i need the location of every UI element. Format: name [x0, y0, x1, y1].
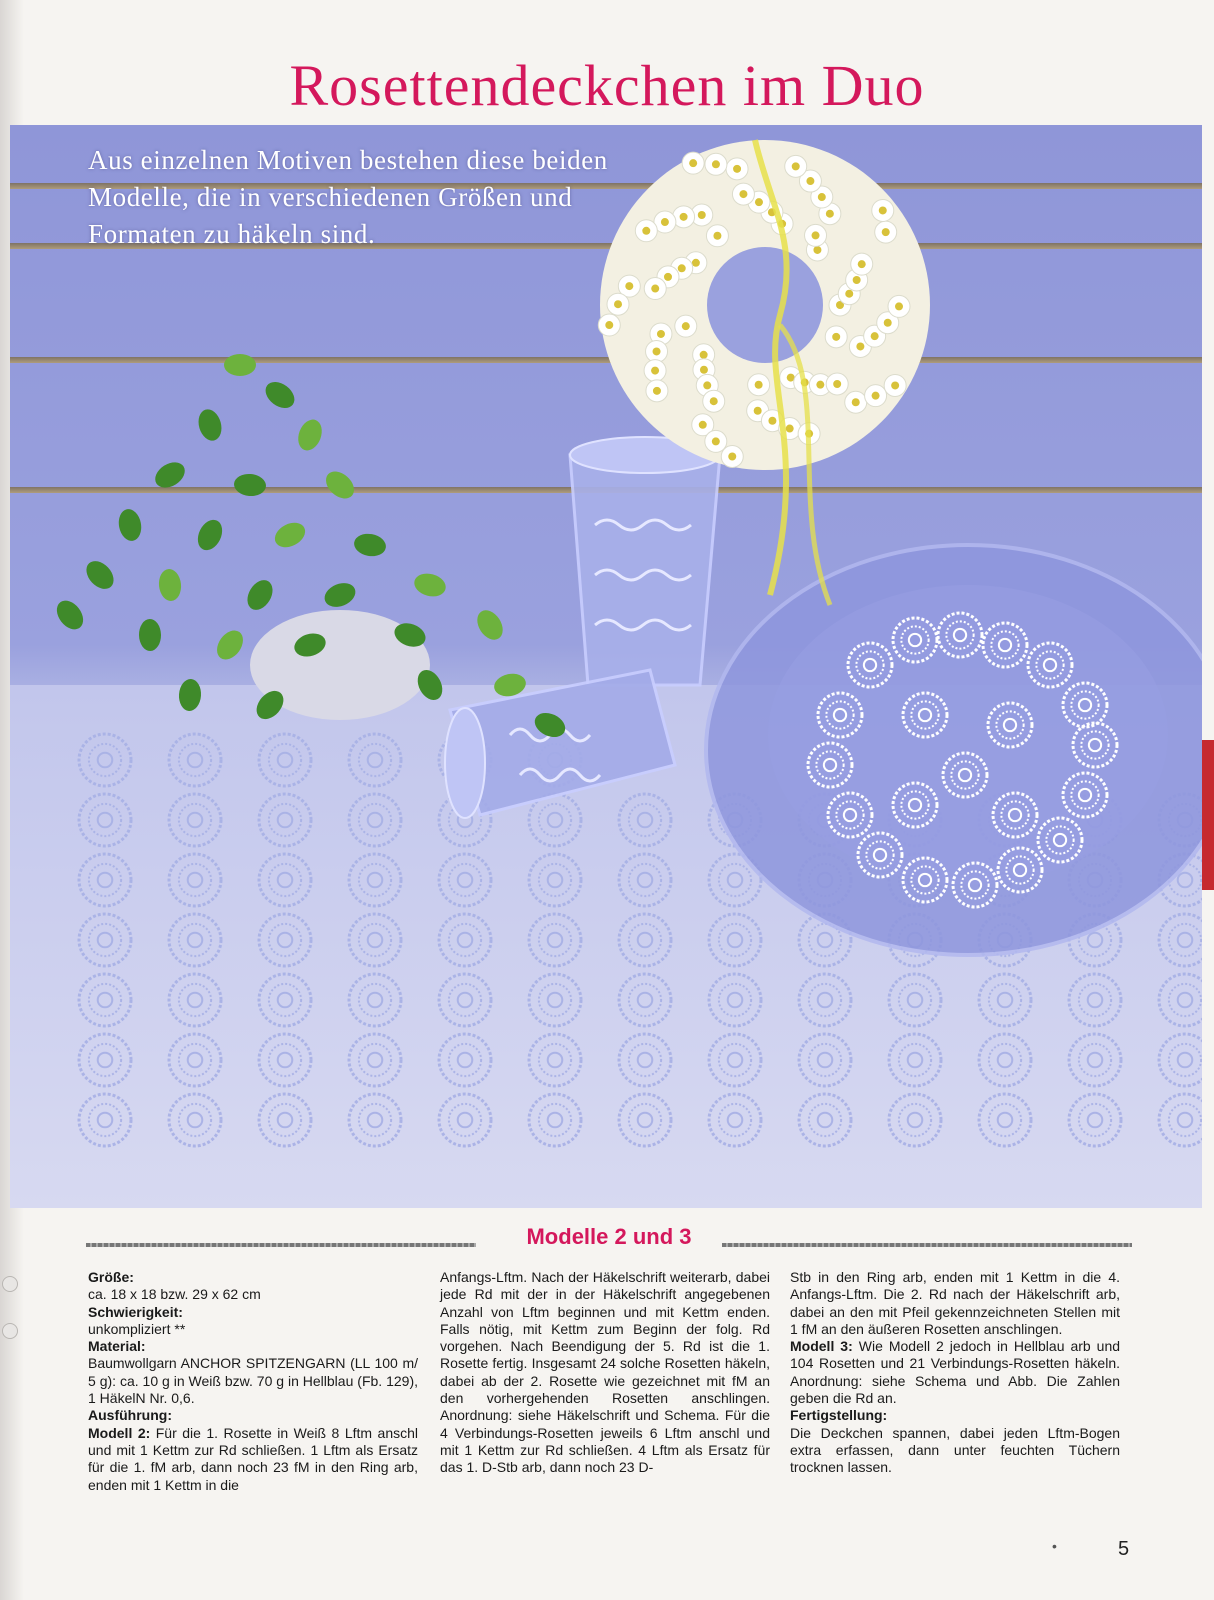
- daisy: [888, 295, 910, 317]
- model3-label: Modell 3:: [790, 1338, 853, 1355]
- blue-rosette: [259, 854, 311, 906]
- blue-rosette: [169, 734, 221, 786]
- daisy: [607, 293, 629, 315]
- daisy: [732, 183, 754, 205]
- size-label: Größe:: [88, 1269, 134, 1285]
- plant-leaf: [472, 606, 508, 645]
- blue-rosette: [529, 1034, 581, 1086]
- blue-rosette: [889, 1034, 941, 1086]
- blue-rosette: [79, 1034, 131, 1086]
- material-label: Material:: [88, 1338, 146, 1355]
- plant-leaf: [321, 466, 360, 504]
- page-title: Rosettendeckchen im Duo: [289, 53, 925, 118]
- blue-rosette: [169, 1034, 221, 1086]
- blue-rosette: [1159, 1094, 1202, 1146]
- daisy: [825, 326, 847, 348]
- blue-rosette: [1159, 914, 1202, 966]
- daisy: [721, 446, 743, 468]
- plant-leaf: [261, 377, 300, 414]
- blue-rosette: [439, 974, 491, 1026]
- daisy: [872, 199, 894, 221]
- finish-label: Fertigstellung:: [790, 1407, 888, 1424]
- plant-leaf: [151, 457, 190, 493]
- blue-rosette: [439, 854, 491, 906]
- execution-label: Ausführung:: [88, 1407, 172, 1424]
- daisy: [785, 155, 807, 177]
- blue-rosette: [79, 974, 131, 1026]
- daisy: [705, 153, 727, 175]
- daisy: [598, 314, 620, 336]
- section-header: [86, 1220, 1132, 1260]
- blue-rosette: [259, 794, 311, 846]
- blue-rosette: [889, 974, 941, 1026]
- blue-rosette: [349, 1094, 401, 1146]
- blue-rosette: [259, 734, 311, 786]
- blue-rosette: [349, 734, 401, 786]
- blue-rosette: [79, 914, 131, 966]
- blue-rosette: [709, 914, 761, 966]
- plant-leaf: [157, 568, 182, 602]
- daisy: [682, 152, 704, 174]
- blue-rosette: [979, 974, 1031, 1026]
- daisy: [635, 220, 657, 242]
- plant-leaf: [224, 354, 256, 376]
- column-1: [88, 1269, 418, 1494]
- daisy: [865, 385, 887, 407]
- material-text: Baumwollgarn ANCHOR SPITZENGARN (LL 100 m/ 5 g): ca. 10 g in Weiß bzw. 70 g in Hellblau (Fb. 129), 1 HäkelN Nr. 0,6.: [88, 1355, 418, 1407]
- blue-rosette: [169, 854, 221, 906]
- plant-leaf: [242, 576, 277, 615]
- blue-rosette: [619, 914, 671, 966]
- daisy: [644, 278, 666, 300]
- blue-rosette: [529, 854, 581, 906]
- daisy: [644, 360, 666, 382]
- blue-rosette: [1069, 1094, 1121, 1146]
- blue-rosette: [439, 1034, 491, 1086]
- blue-rosette: [1159, 1034, 1202, 1086]
- blue-rosette: [439, 914, 491, 966]
- glass-standing: [570, 437, 720, 685]
- plant-leaf: [321, 579, 359, 611]
- model3-text: Wie Modell 2 jedoch in Hellblau arb und 104 Rosetten und 21 Verbindungs-Rosetten häkeln. Anordnung: siehe Schema und Abb. Die Zahlen geben die Rd an.: [790, 1338, 1121, 1407]
- column-3-text: Stb in den Ring arb, enden mit 1 Kettm in die 4. Anfangs-Lftm. Die 2. Rd nach der Häkelschrift arb, dabei an den mit Pfeil gekennzeichneten Stellen mit 1 fM an den äußeren Rosetten anschlingen.: [790, 1269, 1120, 1337]
- blue-rosette: [259, 1034, 311, 1086]
- blue-rosette: [619, 1034, 671, 1086]
- photo: [10, 125, 1202, 1208]
- blue-rosette: [799, 1034, 851, 1086]
- size-text: ca. 18 x 18 bzw. 29 x 62 cm: [88, 1286, 261, 1303]
- blue-rosette: [619, 1094, 671, 1146]
- blue-rosette: [529, 974, 581, 1026]
- daisy: [646, 340, 668, 362]
- blue-rosette: [979, 1034, 1031, 1086]
- model2-text: Für die 1. Rosette in Weiß 8 Lftm anschl und mit 1 Kettm zur Rd schließen. 1 Lftm als Ersatz für die 1. fM arb, dann noch 23 fM in den Ring arb, enden mit 1 Kettm in die: [88, 1424, 418, 1493]
- difficulty-label: Schwierigkeit:: [88, 1303, 183, 1320]
- plant-leaf: [193, 516, 227, 554]
- plant-leaf: [51, 596, 88, 635]
- blue-rosette: [349, 914, 401, 966]
- blue-rosette: [1069, 974, 1121, 1026]
- finish-text: Die Deckchen spannen, dabei jeden Lftm-Bogen extra erfassen, dann unter feuchten Tüchern trocknen lassen.: [790, 1424, 1120, 1476]
- daisy: [805, 224, 827, 246]
- blue-rosette: [709, 1094, 761, 1146]
- blue-rosette: [979, 1094, 1031, 1146]
- blue-rosette: [259, 974, 311, 1026]
- blue-rosette: [259, 1094, 311, 1146]
- plant-leaf: [412, 570, 449, 600]
- binding-hole: [2, 1276, 18, 1292]
- blue-rosette: [619, 974, 671, 1026]
- daisy: [706, 225, 728, 247]
- plant-leaf: [233, 473, 267, 498]
- plant-leaf: [195, 407, 225, 444]
- photo-illustration: [10, 125, 1202, 1208]
- blue-rosette: [169, 1094, 221, 1146]
- blue-rosette: [349, 1034, 401, 1086]
- daisy: [748, 374, 770, 396]
- plant-leaf: [139, 619, 162, 651]
- blue-rosette: [79, 794, 131, 846]
- daisy: [726, 158, 748, 180]
- plant-leaf: [178, 678, 202, 711]
- blue-rosette: [439, 1094, 491, 1146]
- section-title: Modelle 2 und 3: [86, 1224, 1132, 1250]
- blue-rosette: [889, 1094, 941, 1146]
- daisy: [884, 374, 906, 396]
- column-3: [790, 1269, 1120, 1477]
- plant-leaf: [294, 416, 326, 454]
- binding-hole: [2, 1323, 18, 1339]
- model2-label: Modell 2:: [88, 1424, 151, 1441]
- intro-text: Aus einzelnen Motiven bestehen diese beiden Modelle, die in verschiedenen Größen und Formaten zu häkeln sind.: [88, 145, 608, 249]
- daisy: [675, 315, 697, 337]
- blue-rosette: [529, 914, 581, 966]
- decorative-dots: •: [1052, 1538, 1059, 1554]
- daisy: [703, 390, 725, 412]
- blue-rosette: [169, 914, 221, 966]
- daisy: [875, 221, 897, 243]
- blue-rosette: [259, 914, 311, 966]
- blue-rosette: [709, 1034, 761, 1086]
- blue-rosette: [349, 854, 401, 906]
- column-2-text: Anfangs-Lftm. Nach der Häkelschrift weiterarb, dabei jede Rd mit der in der Häkelschrift angegebenen Anzahl von Lftm beginnen und mit Kettm enden. Falls nötig, mit Kettm zum Beginn der folg. Rd vorgehen. Nach Beendigung der 5. Rd ist die 1. Rosette fertig. Insgesamt 24 solche Rosetten häkeln, dabei ab der 2. Rosette wie gezeichnet mit fM an den vorhergehenden Rosetten anschlingen. Anordnung: siehe Häkelschrift und Schema. Für die 4 Verbindungs-Rosetten jeweils 6 Lftm anschl und mit 1 Kettm zur Rd schließen. 4 Lftm als Ersatz für das 1. D-Stb arb, dann noch 23 D-: [440, 1269, 770, 1476]
- blue-rosette: [1069, 1034, 1121, 1086]
- plant-leaf: [352, 531, 387, 558]
- blue-rosette: [79, 734, 131, 786]
- blue-rosette: [799, 1094, 851, 1146]
- blue-rosette: [619, 854, 671, 906]
- plant-leaf: [212, 626, 249, 665]
- difficulty-text: unkompliziert **: [88, 1320, 186, 1337]
- page-number: 5: [1118, 1538, 1130, 1560]
- daisy: [845, 391, 867, 413]
- column-2: [440, 1269, 770, 1477]
- plant-leaf: [81, 556, 119, 594]
- blue-rosette: [709, 974, 761, 1026]
- plant-leaf: [116, 507, 144, 543]
- blue-rosette: [799, 974, 851, 1026]
- blue-rosette: [79, 1094, 131, 1146]
- blue-rosette: [349, 974, 401, 1026]
- blue-rosette: [169, 794, 221, 846]
- blue-rosette: [529, 1094, 581, 1146]
- blue-rosette: [619, 794, 671, 846]
- blue-rosette: [1159, 974, 1202, 1026]
- blue-rosette: [79, 854, 131, 906]
- daisy: [851, 253, 873, 275]
- daisy: [646, 380, 668, 402]
- plant-leaf: [271, 518, 310, 552]
- daisy: [826, 373, 848, 395]
- blue-rosette: [349, 794, 401, 846]
- blue-rosette: [169, 974, 221, 1026]
